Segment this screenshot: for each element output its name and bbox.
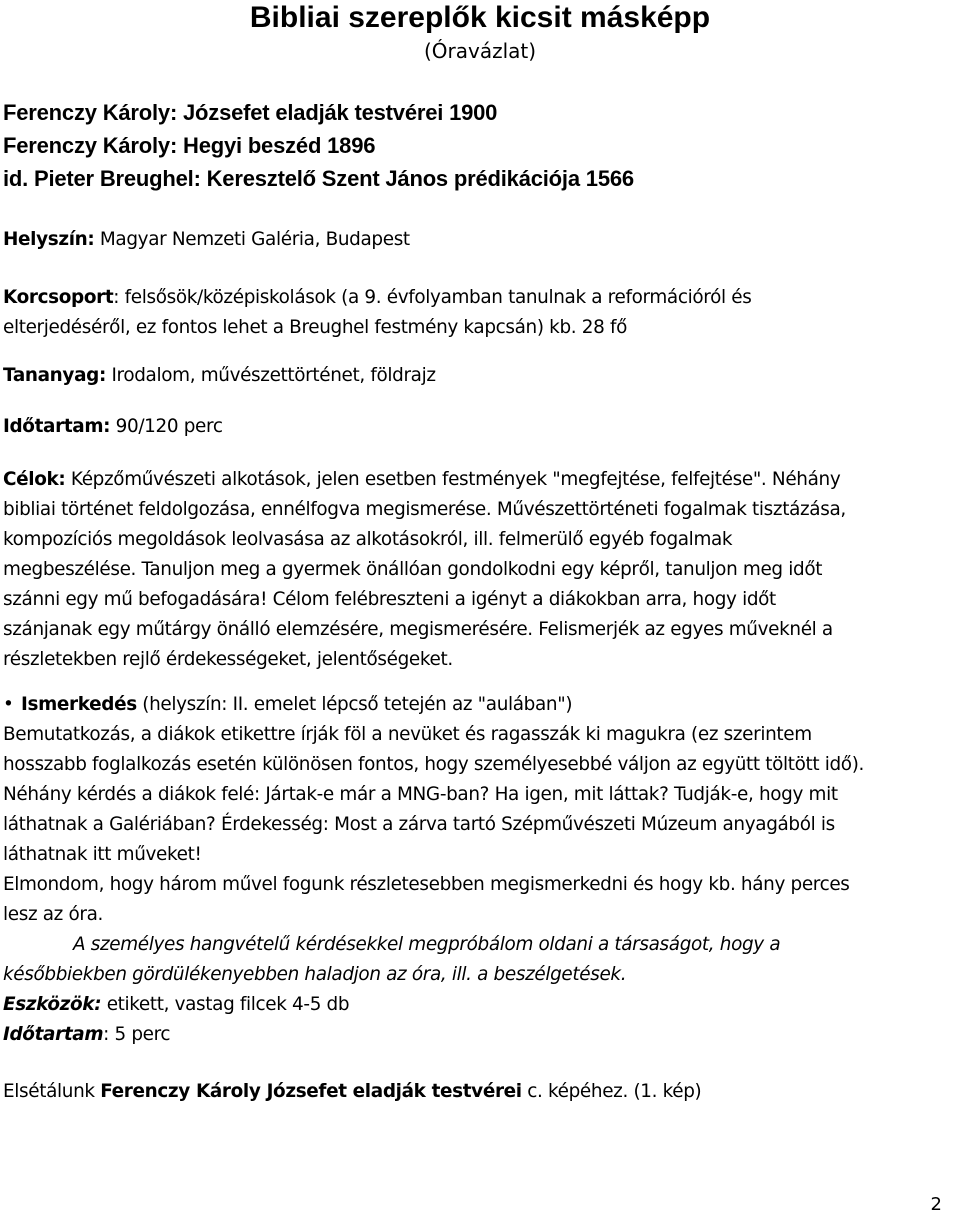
work-item: Ferenczy Károly: Hegyi beszéd 1896 [3,133,376,158]
age-group-text: : felsősök/középiskolások (a 9. évfolyamban tanulnak a reformációról és [113,287,752,308]
goals-text: Képzőművészeti alkotások, jelen esetben festmények "megfejtése, felfejtése". Néhány [65,469,841,490]
goals-text: szánni egy mű befogadására! Célom felébreszteni a igényt a diákokban arra, hogy időt [3,589,776,610]
duration-line [3,412,955,442]
goals-text: megbeszélése. Tanuljon meg a gyermek önállóan gondolkodni egy képről, tanuljon meg időt [3,559,823,580]
page-title: Bibliai szereplők kicsit másképp [249,1,711,34]
goals-label: Célok: [3,469,66,490]
tools-value: etikett, vastag filcek 4-5 db [101,994,350,1015]
goals-text: bibliai történet feldolgozása, ennélfogva megismerése. Művészettörténeti fogalmak tisztázása, [3,499,846,520]
age-group-paragraph [3,283,955,343]
intro-text: Elmondom, hogy három művel fogunk részletesebben megismerkedni és hogy kb. hány perces [3,874,850,895]
intro-text: Bemutatkozás, a diákok etikettre írják föl a nevüket és ragasszák ki magukra (ez szerintem [3,724,812,745]
closing-work-title: Ferenczy Károly Józsefet eladják testvérei [100,1081,522,1102]
works-list [3,96,953,195]
work-item: Ferenczy Károly: Józsefet eladják testvérei 1900 [3,100,498,125]
location-line [3,225,955,255]
curriculum-label: Tananyag: [3,365,106,386]
goals-text: kompozíciós megoldások leolvasása az alkotásokról, ill. felmerülő egyéb fogalmak [3,529,733,550]
intro-text: lesz az óra. [3,904,104,925]
intro-duration-value: : 5 perc [103,1024,171,1045]
bullet-icon: • [3,694,14,715]
goals-text: szánjanak egy műtárgy önálló elemzésére, megismerésére. Felismerjék az egyes műveknél a [3,619,833,640]
location-value: Magyar Nemzeti Galéria, Budapest [94,229,410,250]
age-group-label: Korcsoport [3,287,114,308]
intro-italic-note: A személyes hangvételű kérdésekkel megpróbálom oldani a társaságot, hogy a [73,934,781,955]
goals-text: részletekben rejlő érdekességeket, jelentőségeket. [3,649,453,670]
intro-text: Néhány kérdés a diákok felé: Jártak-e már a MNG-ban? Ha igen, mit láttak? Tudják-e, hogy mit [3,784,838,805]
closing-pre: Elsétálunk [3,1081,101,1102]
intro-text: láthatnak itt műveket! [3,844,202,865]
intro-text: láthatnak a Galériában? Érdekesség: Most a zárva tartó Szépművészeti Múzeum anyagából is [3,814,835,835]
duration-label: Időtartam: [3,416,111,437]
intro-location: (helyszín: II. emelet lépcső tetején az "aulában") [136,694,573,715]
curriculum-value: Irodalom, művészettörténet, földrajz [105,365,436,386]
curriculum-line [3,361,955,391]
work-item: id. Pieter Breughel: Keresztelő Szent János prédikációja 1566 [3,166,634,191]
closing-post: c. képéhez. (1. kép) [521,1081,702,1102]
location-label: Helyszín: [3,229,95,250]
intro-duration-label: Időtartam [3,1024,104,1045]
tools-label: Eszközök: [3,994,102,1015]
intro-section [3,690,955,1050]
duration-value: 90/120 perc [110,416,223,437]
intro-label: Ismerkedés [21,694,137,715]
intro-text: hosszabb foglalkozás esetén különösen fontos, hogy személyesebbé váljon az együtt töltött idő). [3,754,865,775]
age-group-text-cont: elterjedéséről, ez fontos lehet a Breughel festmény kapcsán) kb. 28 fő [3,317,628,338]
goals-paragraph [3,465,955,675]
page-subtitle: (Óravázlat) [423,39,537,63]
intro-italic-note: későbbiekben gördülékenyebben haladjon az óra, ill. a beszélgetések. [3,964,627,985]
page-number: 2 [930,1194,942,1215]
closing-line [3,1077,955,1107]
